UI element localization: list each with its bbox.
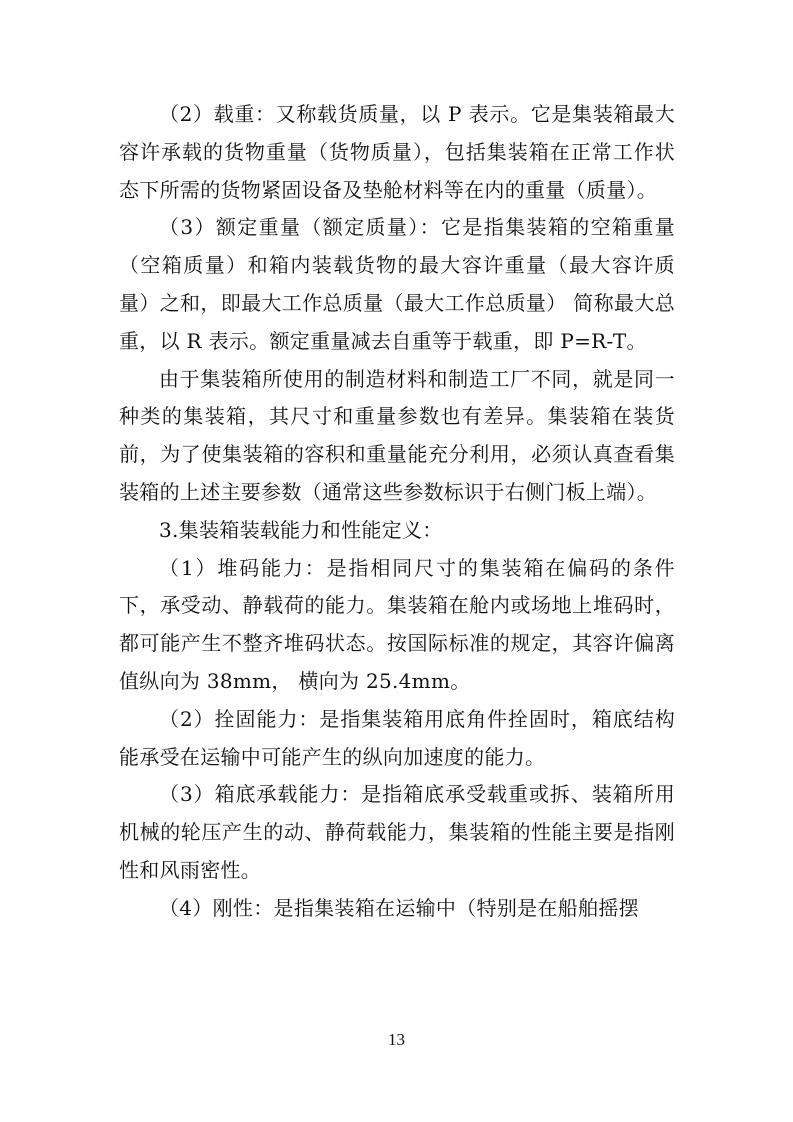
- page-number: 13: [388, 1030, 405, 1049]
- paragraph-parameter-variation: 由于集装箱所使用的制造材料和制造工厂不同，就是同一种类的集装箱，其尺寸和重量参数也有差异。集装箱在装货前，为了使集装箱的容积和重量能充分利用，必须认真查看集装箱的上述主要参数（通常这些参数标识于右侧门板上端）。: [119, 366, 675, 504]
- paragraph-stacking-capacity: （1）堆码能力：是指相同尺寸的集装箱在偏码的条件下，承受动、静载荷的能力。集装箱在舱内或场地上堆码时，都可能产生不整齐堆码状态。按国际标准的规定，其容许偏离值纵向为 38mm， 横向为 25.4mm。: [119, 555, 675, 693]
- paragraph-payload: （2）载重：又称载货质量，以 P 表示。它是集装箱最大容许承载的货物重量（货物质量），包括集装箱在正常工作状态下所需的货物紧固设备及垫舱材料等在内的重量（质量）。: [119, 102, 675, 202]
- body-text: [119, 96, 675, 928]
- section-heading-capacity: 3.集装箱装载能力和性能定义：: [159, 517, 443, 542]
- paragraph-rigidity: （4）刚性：是指集装箱在运输中（特别是在船舶摇摆: [159, 895, 639, 920]
- paragraph-floor-capacity: （3）箱底承载能力：是指箱底承受载重或拆、装箱所用机械的轮压产生的动、静荷载能力，集装箱的性能主要是指刚性和风雨密性。: [119, 782, 675, 882]
- paragraph-lashing-capacity: （2）拴固能力：是指集装箱用底角件拴固时，箱底结构能承受在运输中可能产生的纵向加速度的能力。: [119, 706, 675, 769]
- paragraph-rated-weight: （3）额定重量（额定质量）：它是指集装箱的空箱重量（空箱质量）和箱内装载货物的最大容许重量（最大容许质量）之和，即最大工作总质量（最大工作总质量） 简称最大总重，以 R 表示。额定重量减去自重等于载重，即 P=R-T。: [119, 215, 675, 353]
